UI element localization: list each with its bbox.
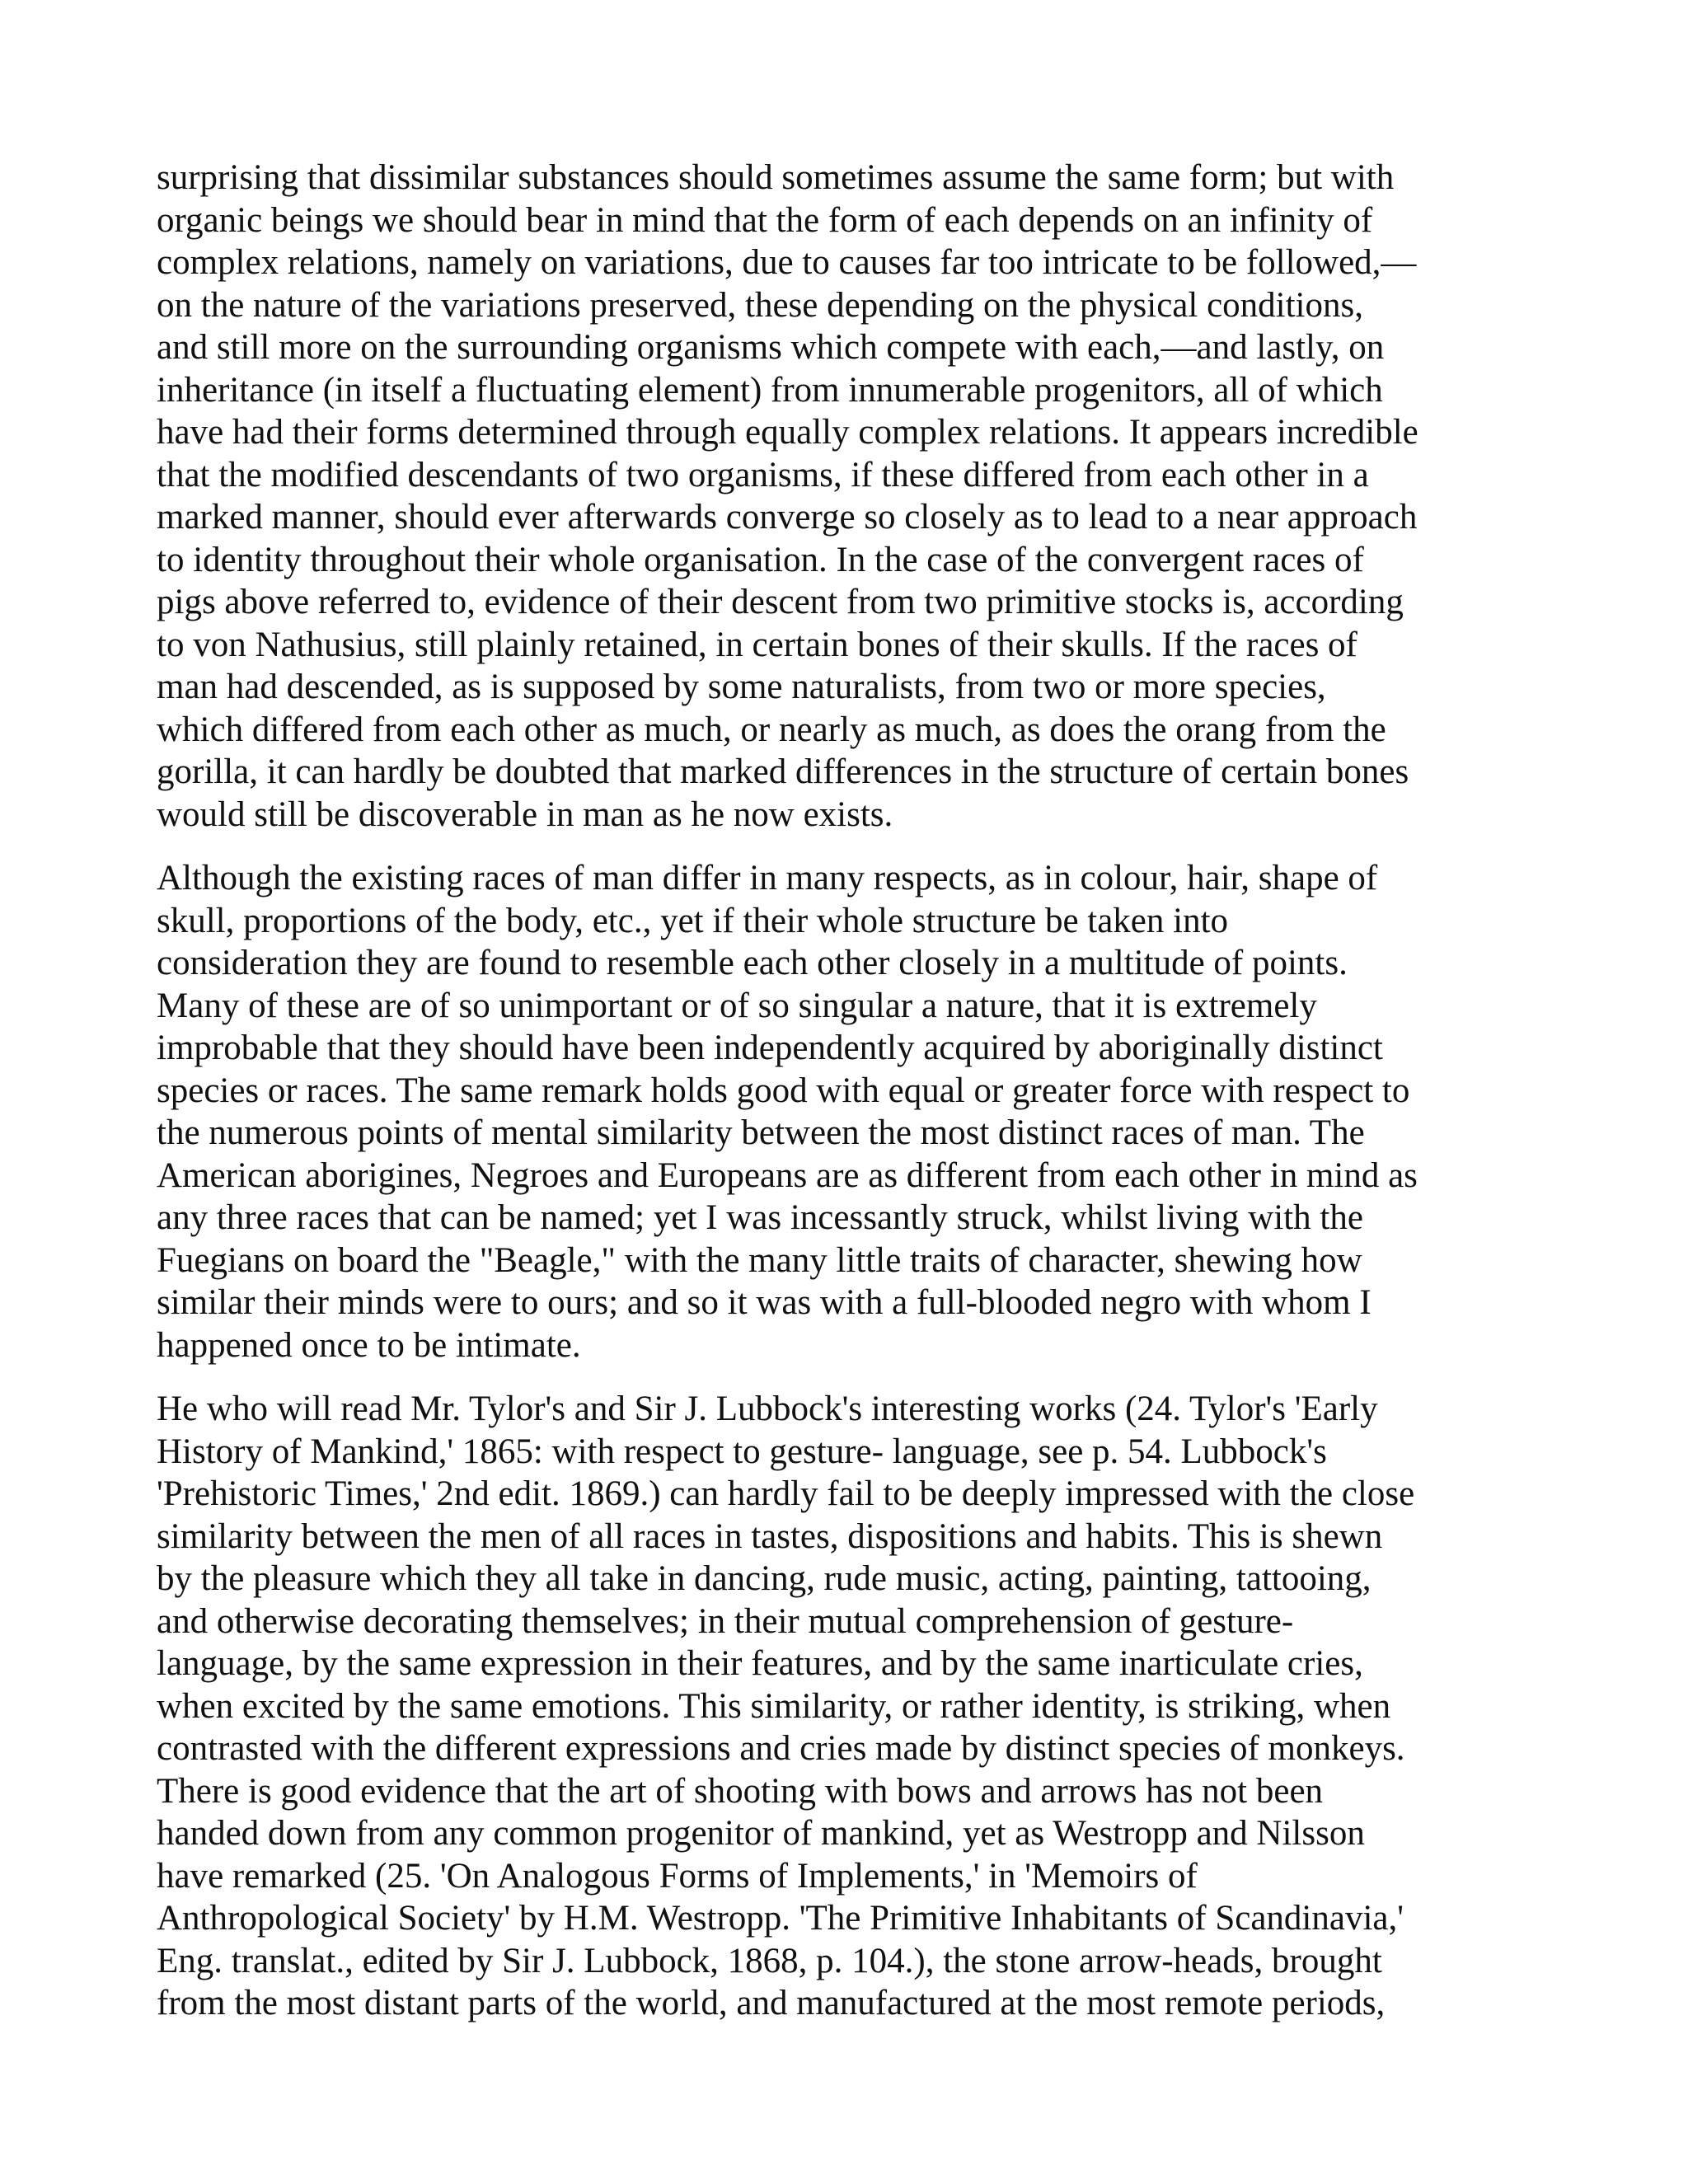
- text-line: similarity between the men of all races in tastes, dispositions and habits. This is shewn: [157, 1516, 1383, 1556]
- text-line: that the modified descendants of two organisms, if these differed from each other in a: [157, 455, 1369, 494]
- text-line: language, by the same expression in their features, and by the same inarticulate cries,: [157, 1644, 1363, 1683]
- text-line: species or races. The same remark holds good with equal or greater force with respect to: [157, 1071, 1410, 1110]
- text-line: skull, proportions of the body, etc., yet if their whole structure be taken into: [157, 901, 1229, 940]
- document-page: [157, 157, 1550, 2046]
- text-line: man had descended, as is supposed by some naturalists, from two or more species,: [157, 668, 1326, 706]
- text-line: Fuegians on board the "Beagle," with the many little traits of character, shewing how: [157, 1240, 1362, 1280]
- text-line: have had their forms determined through equally complex relations. It appears incredible: [157, 413, 1418, 452]
- text-line: marked manner, should ever afterwards converge so closely as to lead to a near approach: [157, 498, 1418, 537]
- text-line: complex relations, namely on variations, due to causes far too intricate to be followed,—: [157, 243, 1417, 282]
- text-line: American aborigines, Negroes and Europeans are as different from each other in mind as: [157, 1155, 1418, 1195]
- text-line: any three races that can be named; yet I was incessantly struck, whilst living with the: [157, 1198, 1363, 1237]
- text-line: when excited by the same emotions. This similarity, or rather identity, is striking, when: [157, 1686, 1391, 1726]
- text-line: organic beings we should bear in mind that the form of each depends on an infinity of: [157, 200, 1373, 240]
- paragraph-3: [157, 1388, 1550, 2025]
- text-line: and still more on the surrounding organisms which compete with each,—and lastly, on: [157, 328, 1385, 367]
- text-line: by the pleasure which they all take in dancing, rude music, acting, painting, tattooing,: [157, 1559, 1372, 1598]
- text-line: which differed from each other as much, or nearly as much, as does the orang from the: [157, 710, 1386, 749]
- text-line: have remarked (25. 'On Analogous Forms of Implements,' in 'Memoirs of: [157, 1856, 1198, 1896]
- text-line: Eng. translat., edited by Sir J. Lubbock, 1868, p. 104.), the stone arrow-heads, brought: [157, 1941, 1382, 1980]
- text-line: contrasted with the different expressions and cries made by distinct species of monkeys.: [157, 1729, 1405, 1768]
- text-line: He who will read Mr. Tylor's and Sir J. Lubbock's interesting works (24. Tylor's 'Early: [157, 1390, 1378, 1428]
- text-line: Many of these are of so unimportant or of so singular a nature, that it is extremely: [157, 986, 1317, 1025]
- text-line: to identity throughout their whole organisation. In the case of the convergent races of: [157, 540, 1364, 579]
- text-line: to von Nathusius, still plainly retained, in certain bones of their skulls. If the races of: [157, 625, 1357, 664]
- text-line: and otherwise decorating themselves; in their mutual comprehension of gesture-: [157, 1601, 1294, 1641]
- text-line: History of Mankind,' 1865: with respect to gesture- language, see p. 54. Lubbock's: [157, 1432, 1327, 1471]
- text-line: gorilla, it can hardly be doubted that marked differences in the structure of certain bones: [157, 752, 1409, 791]
- text-line: There is good evidence that the art of shooting with bows and arrows has not been: [157, 1771, 1324, 1811]
- text-line: inheritance (in itself a fluctuating element) from innumerable progenitors, all of which: [157, 370, 1383, 410]
- text-line: would still be discoverable in man as he now exists.: [157, 794, 893, 834]
- text-line: surprising that dissimilar substances should sometimes assume the same form; but with: [157, 158, 1395, 197]
- text-line: improbable that they should have been independently acquired by aboriginally distinct: [157, 1029, 1383, 1067]
- text-line: Anthropological Society' by H.M. Westropp. 'The Primitive Inhabitants of Scandinavia,': [157, 1899, 1404, 1938]
- text-line: the numerous points of mental similarity between the most distinct races of man. The: [157, 1113, 1365, 1152]
- paragraph-2: [157, 857, 1550, 1366]
- text-line: 'Prehistoric Times,' 2nd edit. 1869.) can hardly fail to be deeply impressed with the close: [157, 1474, 1415, 1513]
- text-line: Although the existing races of man differ in many respects, as in colour, hair, shape of: [157, 859, 1378, 898]
- paragraph-1: [157, 157, 1550, 836]
- text-line: happened once to be intimate.: [157, 1325, 581, 1365]
- text-line: pigs above referred to, evidence of their descent from two primitive stocks is, according: [157, 583, 1404, 621]
- text-line: similar their minds were to ours; and so it was with a full-blooded negro with whom I: [157, 1283, 1372, 1322]
- text-line: handed down from any common progenitor of mankind, yet as Westropp and Nilsson: [157, 1814, 1365, 1853]
- text-line: from the most distant parts of the world, and manufactured at the most remote periods,: [157, 1984, 1386, 2022]
- text-line: on the nature of the variations preserved, these depending on the physical conditions,: [157, 285, 1363, 325]
- text-line: consideration they are found to resemble each other closely in a multitude of points.: [157, 944, 1348, 982]
